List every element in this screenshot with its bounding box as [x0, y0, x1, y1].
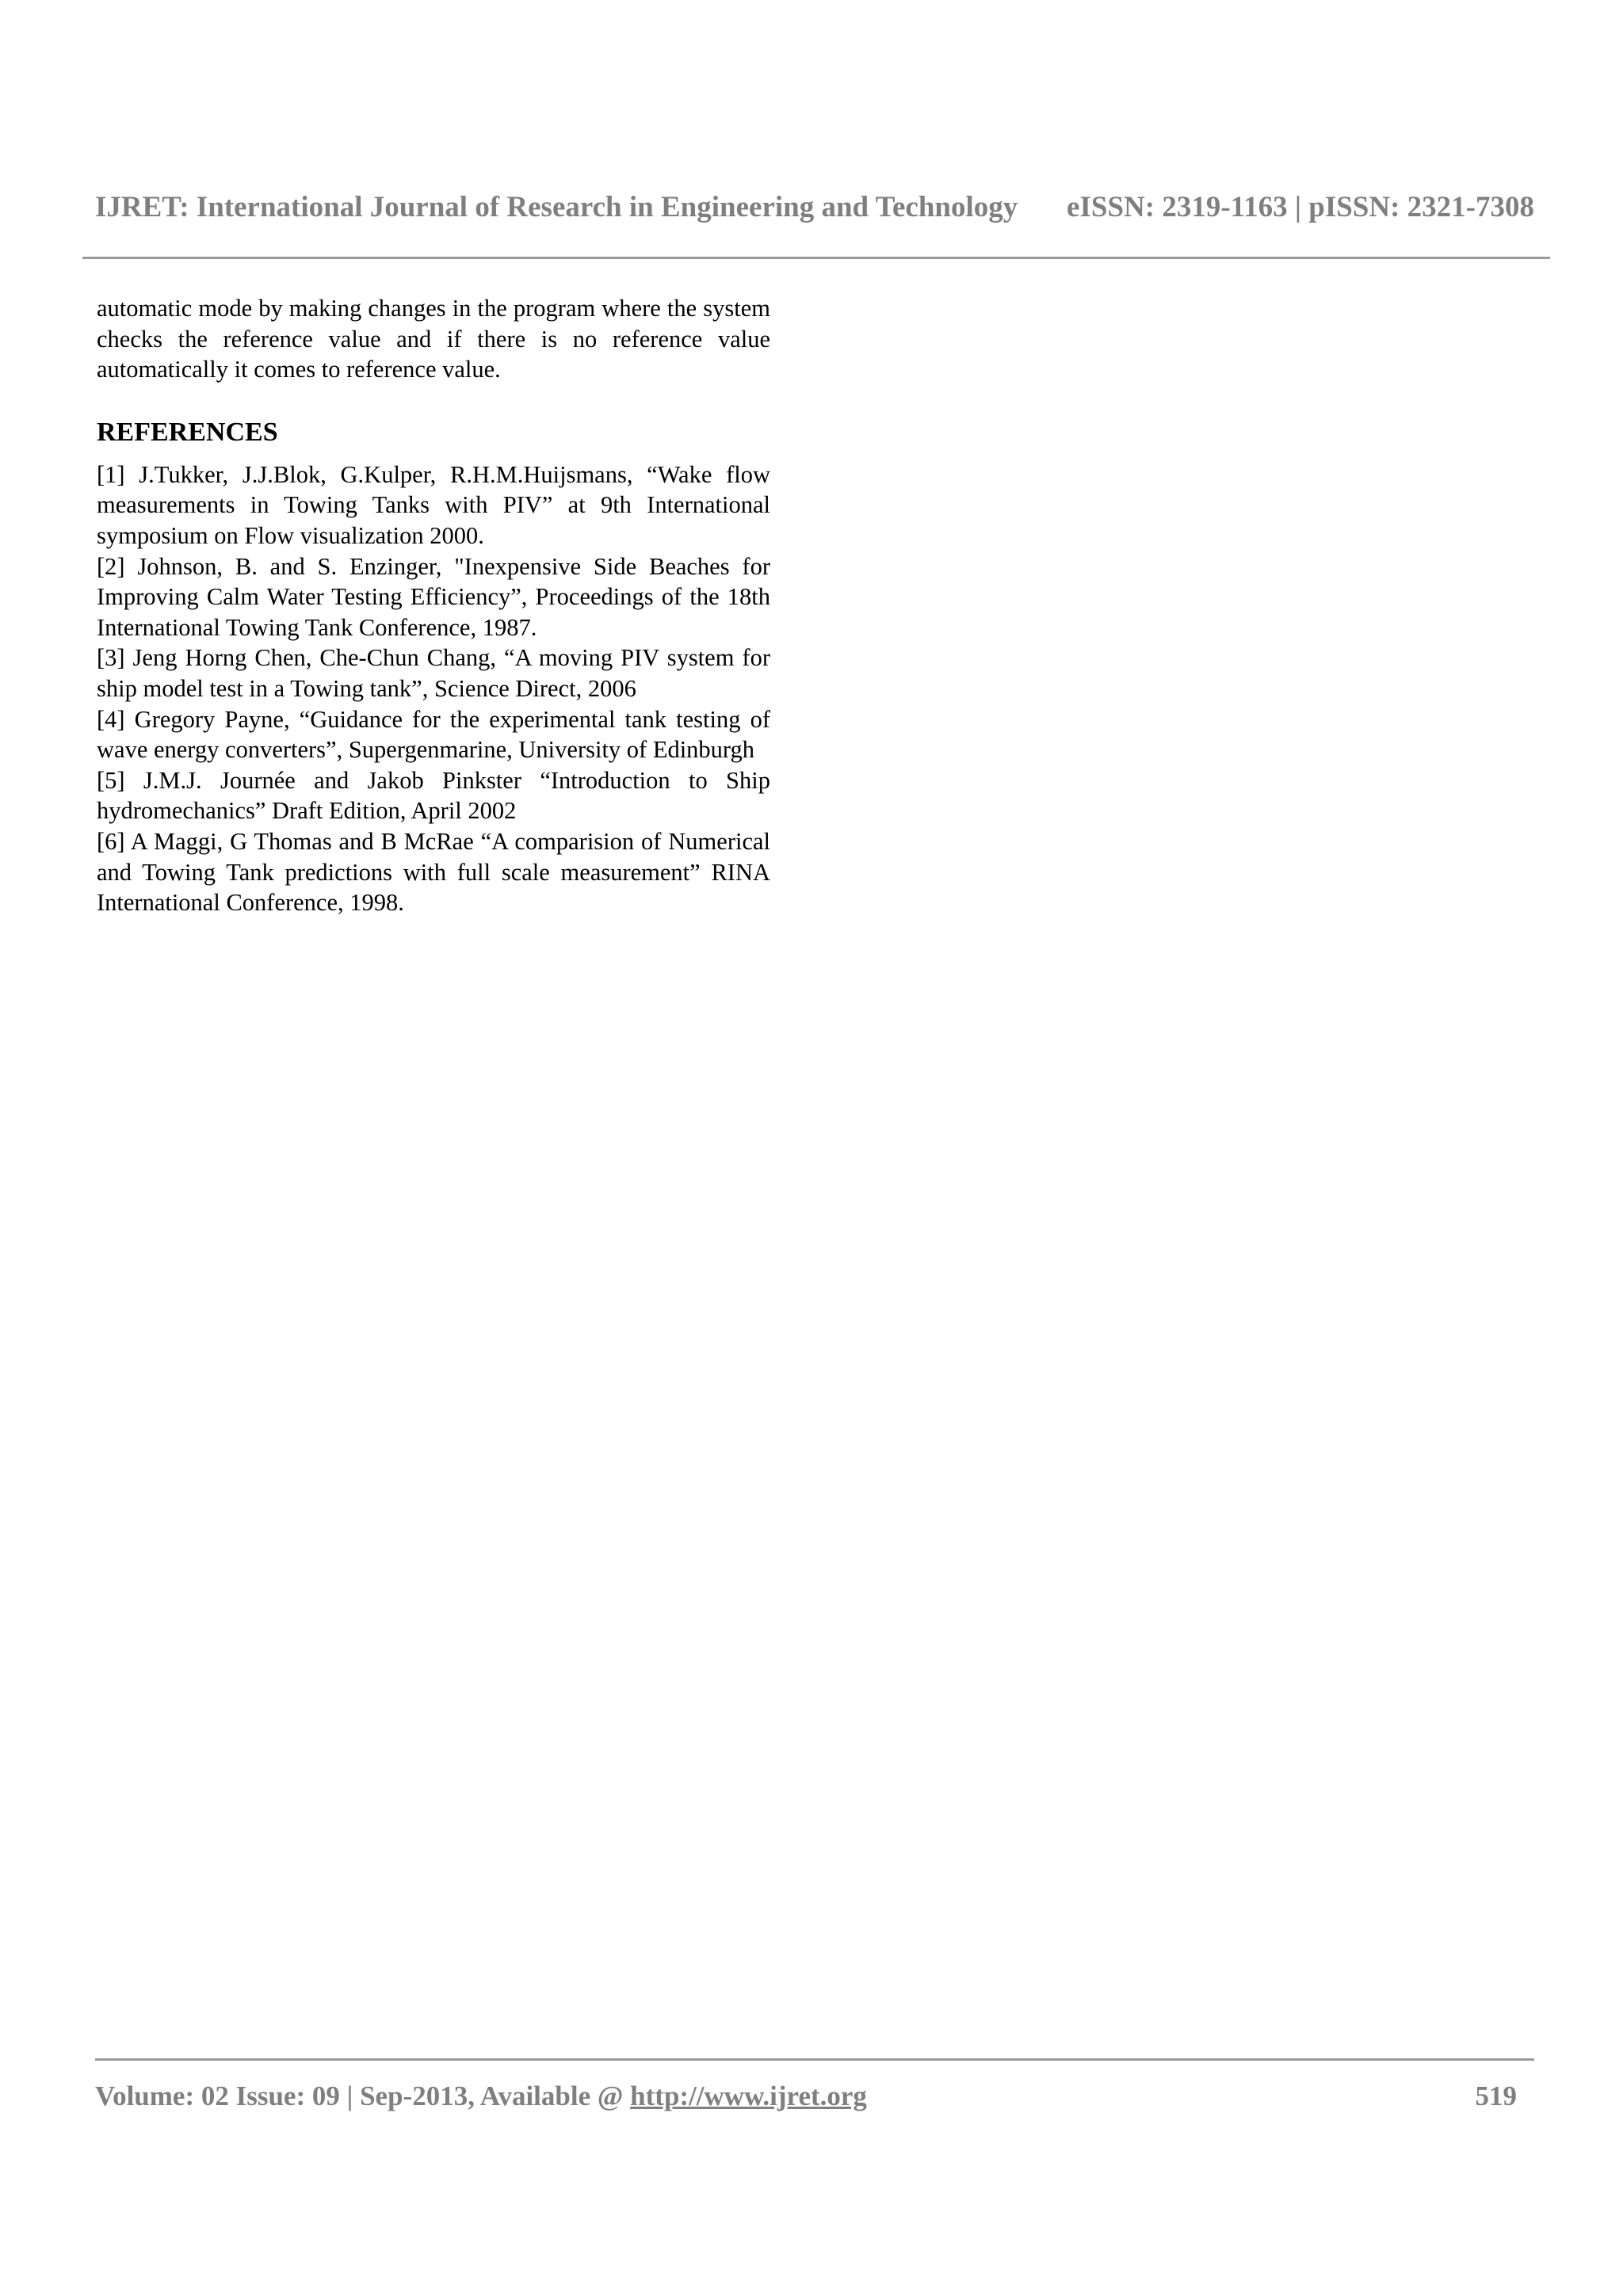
header-divider — [82, 257, 1550, 259]
reference-item-6: [6] A Maggi, G Thomas and B McRae “A comparision of Numerical and Towing Tank predictions with full scale measurement” RINA International Conference, 1998. — [97, 827, 770, 917]
reference-item-2: [2] Johnson, B. and S. Enzinger, "Inexpensive Side Beaches for Improving Calm Water Testing Efficiency”, Proceedings of the 18th International Towing Tank Conference, 1987. — [97, 552, 770, 641]
reference-item-5: [5] J.M.J. Journée and Jakob Pinkster “Introduction to Ship hydromechanics” Draft Edition, April 2002 — [97, 766, 770, 825]
footer-divider — [95, 2058, 1534, 2061]
issn-info: eISSN: 2319-1163 | pISSN: 2321-7308 — [1067, 191, 1534, 223]
journal-title: IJRET: International Journal of Research in Engineering and Technology — [95, 191, 1018, 223]
page-number: 519 — [1475, 2081, 1517, 2111]
reference-item-3: [3] Jeng Horng Chen, Che-Chun Chang, “A moving PIV system for ship model test in a Towing tank”, Science Direct, 2006 — [97, 644, 770, 702]
reference-item-4: [4] Gregory Payne, “Guidance for the experimental tank testing of wave energy converters”, Supergenmarine, University of Edinburgh — [97, 705, 770, 764]
reference-item-1: [1] J.Tukker, J.J.Blok, G.Kulper, R.H.M.Huijsmans, “Wake flow measurements in Towing Tanks with PIV” at 9th International symposium on Flow visualization 2000. — [97, 460, 770, 549]
reference-list — [97, 460, 770, 918]
journal-website-link[interactable]: http://www.ijret.org — [630, 2081, 867, 2111]
intro-paragraph: automatic mode by making changes in the program where the system checks the reference value and if there is no reference value automatically it comes to reference value. — [97, 295, 770, 383]
page-header — [95, 190, 1534, 230]
left-column — [97, 293, 770, 918]
page-footer — [95, 2081, 1517, 2120]
footer-volume-info — [95, 2081, 867, 2112]
volume-text: Volume: 02 Issue: 09 | Sep-2013, Available @ — [95, 2081, 631, 2111]
references-heading: REFERENCES — [97, 417, 278, 447]
